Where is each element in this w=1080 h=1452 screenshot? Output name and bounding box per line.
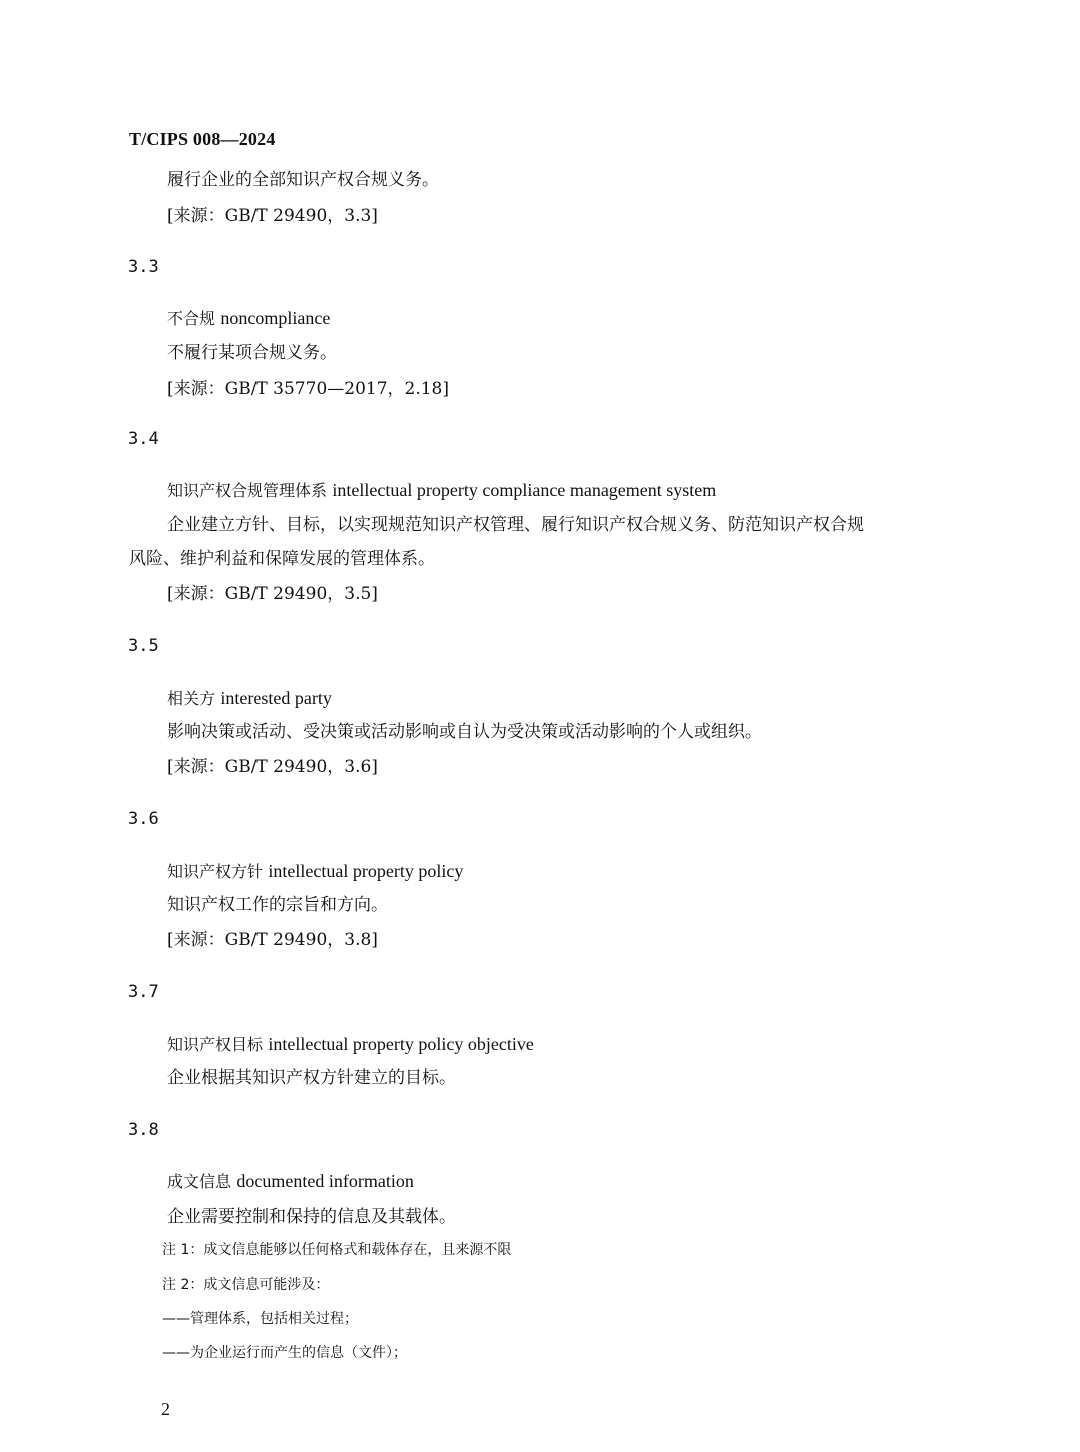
definition-3-3: 不履行某项合规义务。 (167, 343, 337, 363)
term-en-3-6: intellectual property policy (268, 861, 464, 881)
definition-3-8: 企业需要控制和保持的信息及其载体。 (167, 1207, 456, 1227)
section-number-3-6: 3.6 (128, 809, 159, 829)
note-2-item-2: ——为企业运行而产生的信息（文件）； (162, 1345, 407, 1361)
section-number-3-4: 3.4 (128, 429, 159, 449)
term-3-8 (167, 1169, 414, 1194)
note-1: 注 1：成文信息能够以任何格式和载体存在，且来源不限 (162, 1242, 512, 1258)
term-zh-3-5: 相关方 (167, 689, 216, 708)
source-3-5: [来源：GB/T 29490，3.6] (167, 757, 378, 777)
note-2-item-1: ——管理体系，包括相关过程； (162, 1311, 358, 1327)
section-number-3-5: 3.5 (128, 636, 159, 656)
term-3-3 (167, 306, 330, 331)
term-en-3-7: intellectual property policy objective (268, 1034, 534, 1054)
term-en-3-8: documented information (236, 1171, 414, 1191)
term-en-3-5: interested party (220, 688, 332, 708)
term-3-7 (167, 1032, 534, 1057)
definition-3-7: 企业根据其知识产权方针建立的目标。 (167, 1068, 456, 1088)
page-number: 2 (161, 1399, 170, 1419)
source-3-3: [来源：GB/T 35770—2017，2.18] (167, 379, 450, 399)
term-zh-3-3: 不合规 (167, 309, 216, 328)
definition-3-4-line-2: 风险、维护利益和保障发展的管理体系。 (129, 549, 435, 569)
definition-3-6: 知识产权工作的宗旨和方向。 (167, 895, 388, 915)
continuation-source: [来源：GB/T 29490，3.3] (167, 206, 378, 226)
term-zh-3-7: 知识产权目标 (167, 1035, 264, 1054)
definition-3-5: 影响决策或活动、受决策或活动影响或自认为受决策或活动影响的个人或组织。 (167, 722, 762, 742)
section-number-3-3: 3.3 (128, 257, 159, 277)
term-zh-3-6: 知识产权方针 (167, 862, 264, 881)
standard-code-header: T/CIPS 008—2024 (129, 129, 276, 149)
note-2: 注 2：成文信息可能涉及： (162, 1277, 330, 1293)
term-en-3-4: intellectual property compliance management system (332, 480, 717, 500)
section-number-3-8: 3.8 (128, 1120, 159, 1140)
term-zh-3-4: 知识产权合规管理体系 (167, 481, 328, 500)
definition-3-4-line-1: 企业建立方针、目标，以实现规范知识产权管理、履行知识产权合规义务、防范知识产权合规 (167, 515, 864, 535)
term-3-5 (167, 686, 332, 711)
term-en-3-3: noncompliance (220, 308, 331, 328)
term-3-4 (167, 478, 716, 503)
term-3-6 (167, 859, 463, 884)
section-number-3-7: 3.7 (128, 982, 159, 1002)
continuation-definition: 履行企业的全部知识产权合规义务。 (167, 170, 439, 190)
source-3-4: [来源：GB/T 29490，3.5] (167, 584, 378, 604)
source-3-6: [来源：GB/T 29490，3.8] (167, 930, 378, 950)
term-zh-3-8: 成文信息 (167, 1172, 232, 1191)
